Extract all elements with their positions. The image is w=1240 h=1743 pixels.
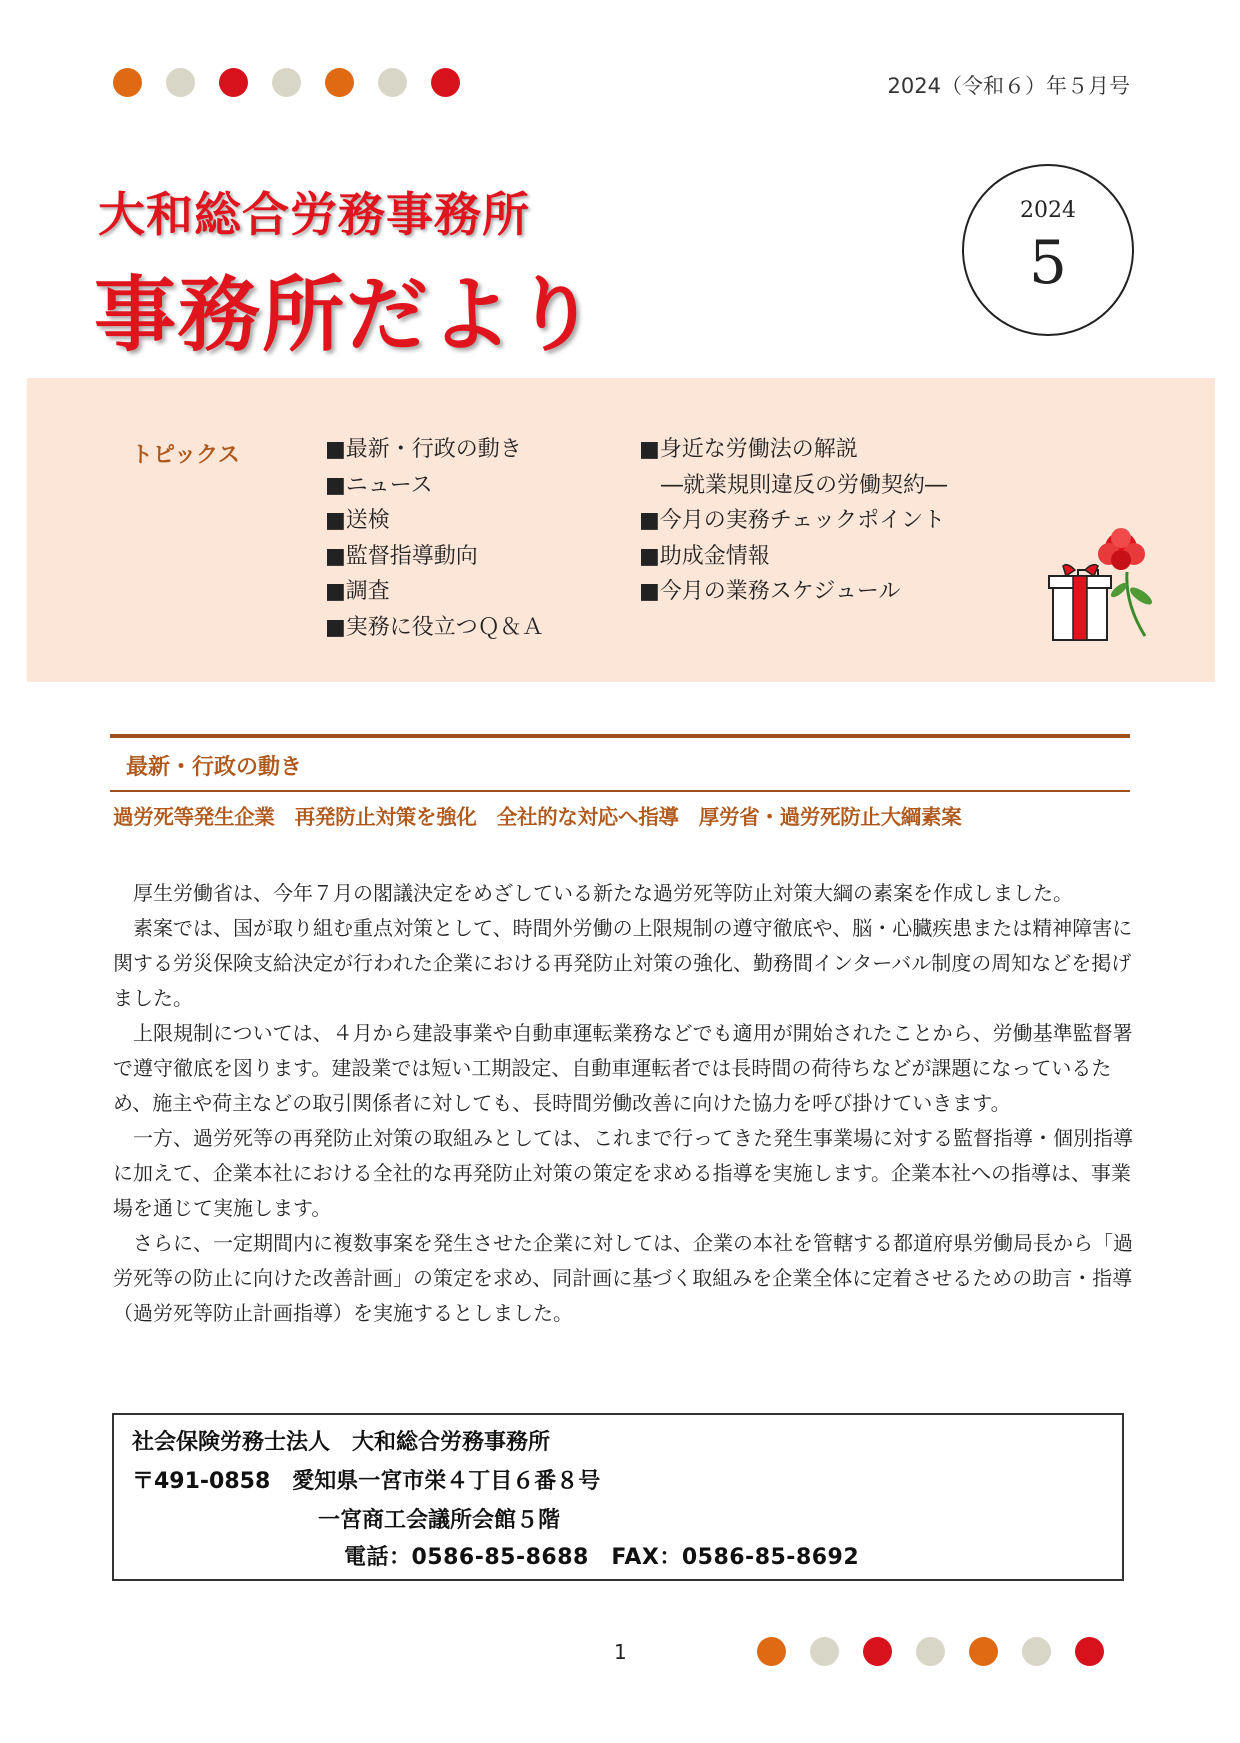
- decorative-dot: [757, 1637, 786, 1666]
- topic-item: ■今月の実務チェックポイント: [639, 508, 946, 533]
- article-headline: 過労死等発生企業 再発防止対策を強化 全社的な対応へ指導 厚労省・過労死防止大綱素案: [113, 805, 962, 829]
- topic-subtitle: ―就業規則違反の労働契約―: [661, 472, 948, 498]
- decorative-dots-bottom: [757, 1637, 1104, 1666]
- topic-item: ■最新・行政の動き: [325, 437, 522, 462]
- issue-badge: [962, 164, 1134, 336]
- decorative-dot: [863, 1637, 892, 1666]
- topic-item: ■助成金情報: [639, 543, 770, 569]
- topic-item: ■調査: [325, 579, 390, 604]
- page-number: 1: [614, 1640, 627, 1664]
- article-paragraph: さらに、一定期間内に複数事案を発生させた企業に対しては、企業の本社を管轄する都道府県労働局長から「過労死等の防止に向けた改善計画」の策定を求め、同計画に基づく取組みを企業全体に定着させるための助言・指導（過労死等防止計画指導）を実施するとしました。: [113, 1231, 1133, 1325]
- section-divider-top: [110, 734, 1130, 738]
- article-paragraph: 一方、過労死等の再発防止対策の取組みとしては、これまで行ってきた発生事業場に対する監督指導・個別指導に加えて、企業本社における全社的な再発防止対策の策定を求める指導を実施します。企業本社への指導は、事業場を通じて実施します。: [113, 1126, 1133, 1220]
- issue-number: 5: [1028, 228, 1068, 298]
- topics-label: トピックス: [131, 443, 240, 468]
- office-name: 大和総合労務事務所: [98, 188, 530, 243]
- topic-item: ■今月の業務スケジュール: [639, 579, 901, 604]
- newsletter-title: 事務所だより: [94, 268, 599, 363]
- decorative-dot: [166, 68, 195, 97]
- decorative-dot: [431, 68, 460, 97]
- decorative-dot: [378, 68, 407, 97]
- topic-item: ■送検: [325, 508, 390, 533]
- gift-box-with-carnation-icon: [1045, 526, 1165, 642]
- contact-building: 一宮商工会議所会館５階: [318, 1508, 561, 1533]
- decorative-dot: [113, 68, 142, 97]
- topic-item: ■身近な労働法の解説: [639, 437, 858, 462]
- topics-panel: [27, 378, 1215, 682]
- article-paragraph: 上限規制については、４月から建設事業や自動車運転業務などでも適用が開始されたことから、労働基準監督署で遵守徹底を図ります。建設業では短い工期設定、自動車運転者では長時間の荷待ちなどが課題になっているため、施主や荷主などの取引関係者に対しても、長時間労働改善に向けた協力を呼び掛けていきます。: [113, 1021, 1133, 1115]
- article-paragraph: 厚生労働省は、今年７月の閣議決定をめざしている新たな過労死等防止対策大綱の素案を作成しました。: [133, 881, 1073, 905]
- contact-org: 社会保険労務士法人 大和総合労務事務所: [132, 1430, 551, 1455]
- decorative-dots-top: [113, 68, 460, 97]
- issue-year: 2024: [1020, 198, 1076, 223]
- decorative-dot: [1022, 1637, 1051, 1666]
- decorative-dot: [1075, 1637, 1104, 1666]
- decorative-dot: [810, 1637, 839, 1666]
- decorative-dot: [969, 1637, 998, 1666]
- article-body: [113, 876, 1133, 1331]
- article-paragraph: 素案では、国が取り組む重点対策として、時間外労働の上限規制の遵守徹底や、脳・心臓疾患または精神障害に関する労災保険支給決定が行われた企業における再発防止対策の強化、勤務間インターバル制度の周知などを掲げました。: [113, 916, 1133, 1010]
- contact-address: 〒491-0858 愛知県一宮市栄４丁目６番８号: [132, 1469, 601, 1494]
- issue-date: 2024（令和６）年５月号: [887, 74, 1130, 98]
- contact-phone-fax: 電話：0586-85-8688 FAX：0586-85-8692: [344, 1545, 860, 1570]
- decorative-dot: [219, 68, 248, 97]
- topics-list-right: [639, 432, 947, 610]
- contact-box: [112, 1413, 1124, 1581]
- decorative-dot: [916, 1637, 945, 1666]
- section-title: 最新・行政の動き: [126, 755, 303, 780]
- section-divider-bottom: [110, 790, 1130, 792]
- decorative-dot: [325, 68, 354, 97]
- topics-list-left: [325, 432, 544, 645]
- decorative-dot: [272, 68, 301, 97]
- topic-item: ■ニュース: [325, 472, 433, 498]
- topic-item: ■監督指導動向: [325, 543, 478, 569]
- topic-item: ■実務に役立つＱ＆Ａ: [325, 614, 544, 640]
